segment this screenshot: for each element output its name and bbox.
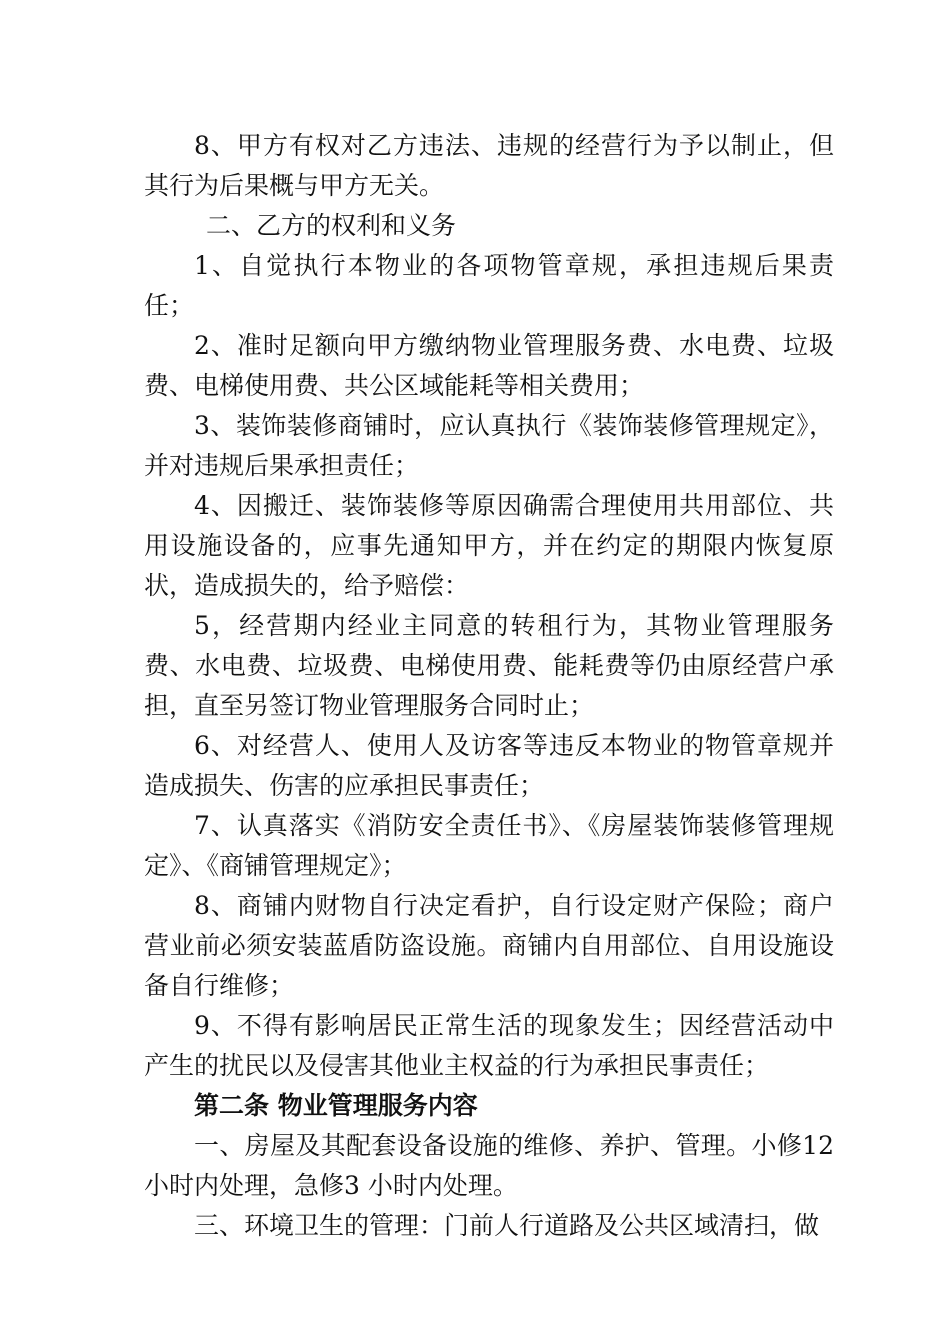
section-title-party-b-rights: 二、乙方的权利和义务 (206, 211, 457, 240)
document-body (144, 126, 834, 1246)
clause-party-b-9: 9、不得有影响居民正常生活的现象发生；因经营活动中产生的扰民以及侵害其他业主权益的行为承担民事责任； (144, 1011, 834, 1080)
clause-party-b-2: 2、准时足额向甲方缴纳物业管理服务费、水电费、垃圾费、电梯使用费、共公区域能耗等相关费用； (144, 331, 834, 400)
clause-party-b-6: 6、对经营人、使用人及访客等违反本物业的物管章规并造成损失、伤害的应承担民事责任； (144, 731, 834, 800)
clause-party-b-4: 4、因搬迁、装饰装修等原因确需合理使用共用部位、共用设施设备的，应事先通知甲方，并在约定的期限内恢复原状，造成损失的，给予赔偿： (144, 491, 834, 600)
clause-party-b-8: 8、商铺内财物自行决定看护，自行设定财产保险；商户营业前必须安装蓝盾防盗设施。商铺内自用部位、自用设施设备自行维修； (144, 891, 834, 1000)
clause-party-b-3: 3、装饰装修商铺时，应认真执行《装饰装修管理规定》，并对违规后果承担责任； (144, 411, 834, 480)
article-two-heading: 第二条 物业管理服务内容 (194, 1091, 478, 1120)
clause-party-b-1: 1、自觉执行本物业的各项物管章规，承担违规后果责任； (144, 251, 834, 320)
service-item-3: 三、环境卫生的管理：门前人行道路及公共区域清扫，做 (194, 1211, 820, 1240)
clause-party-a-8: 8、甲方有权对乙方违法、违规的经营行为予以制止，但其行为后果概与甲方无关。 (144, 131, 834, 200)
clause-party-b-5: 5，经营期内经业主同意的转租行为，其物业管理服务费、水电费、垃圾费、电梯使用费、能耗费等仍由原经营户承担，直至另签订物业管理服务合同时止； (144, 611, 834, 720)
service-item-1: 一、房屋及其配套设备设施的维修、养护、管理。小修12小时内处理，急修3 小时内处理。 (144, 1131, 834, 1200)
clause-party-b-7: 7、认真落实《消防安全责任书》、《房屋装饰装修管理规定》、《商铺管理规定》； (144, 811, 834, 880)
